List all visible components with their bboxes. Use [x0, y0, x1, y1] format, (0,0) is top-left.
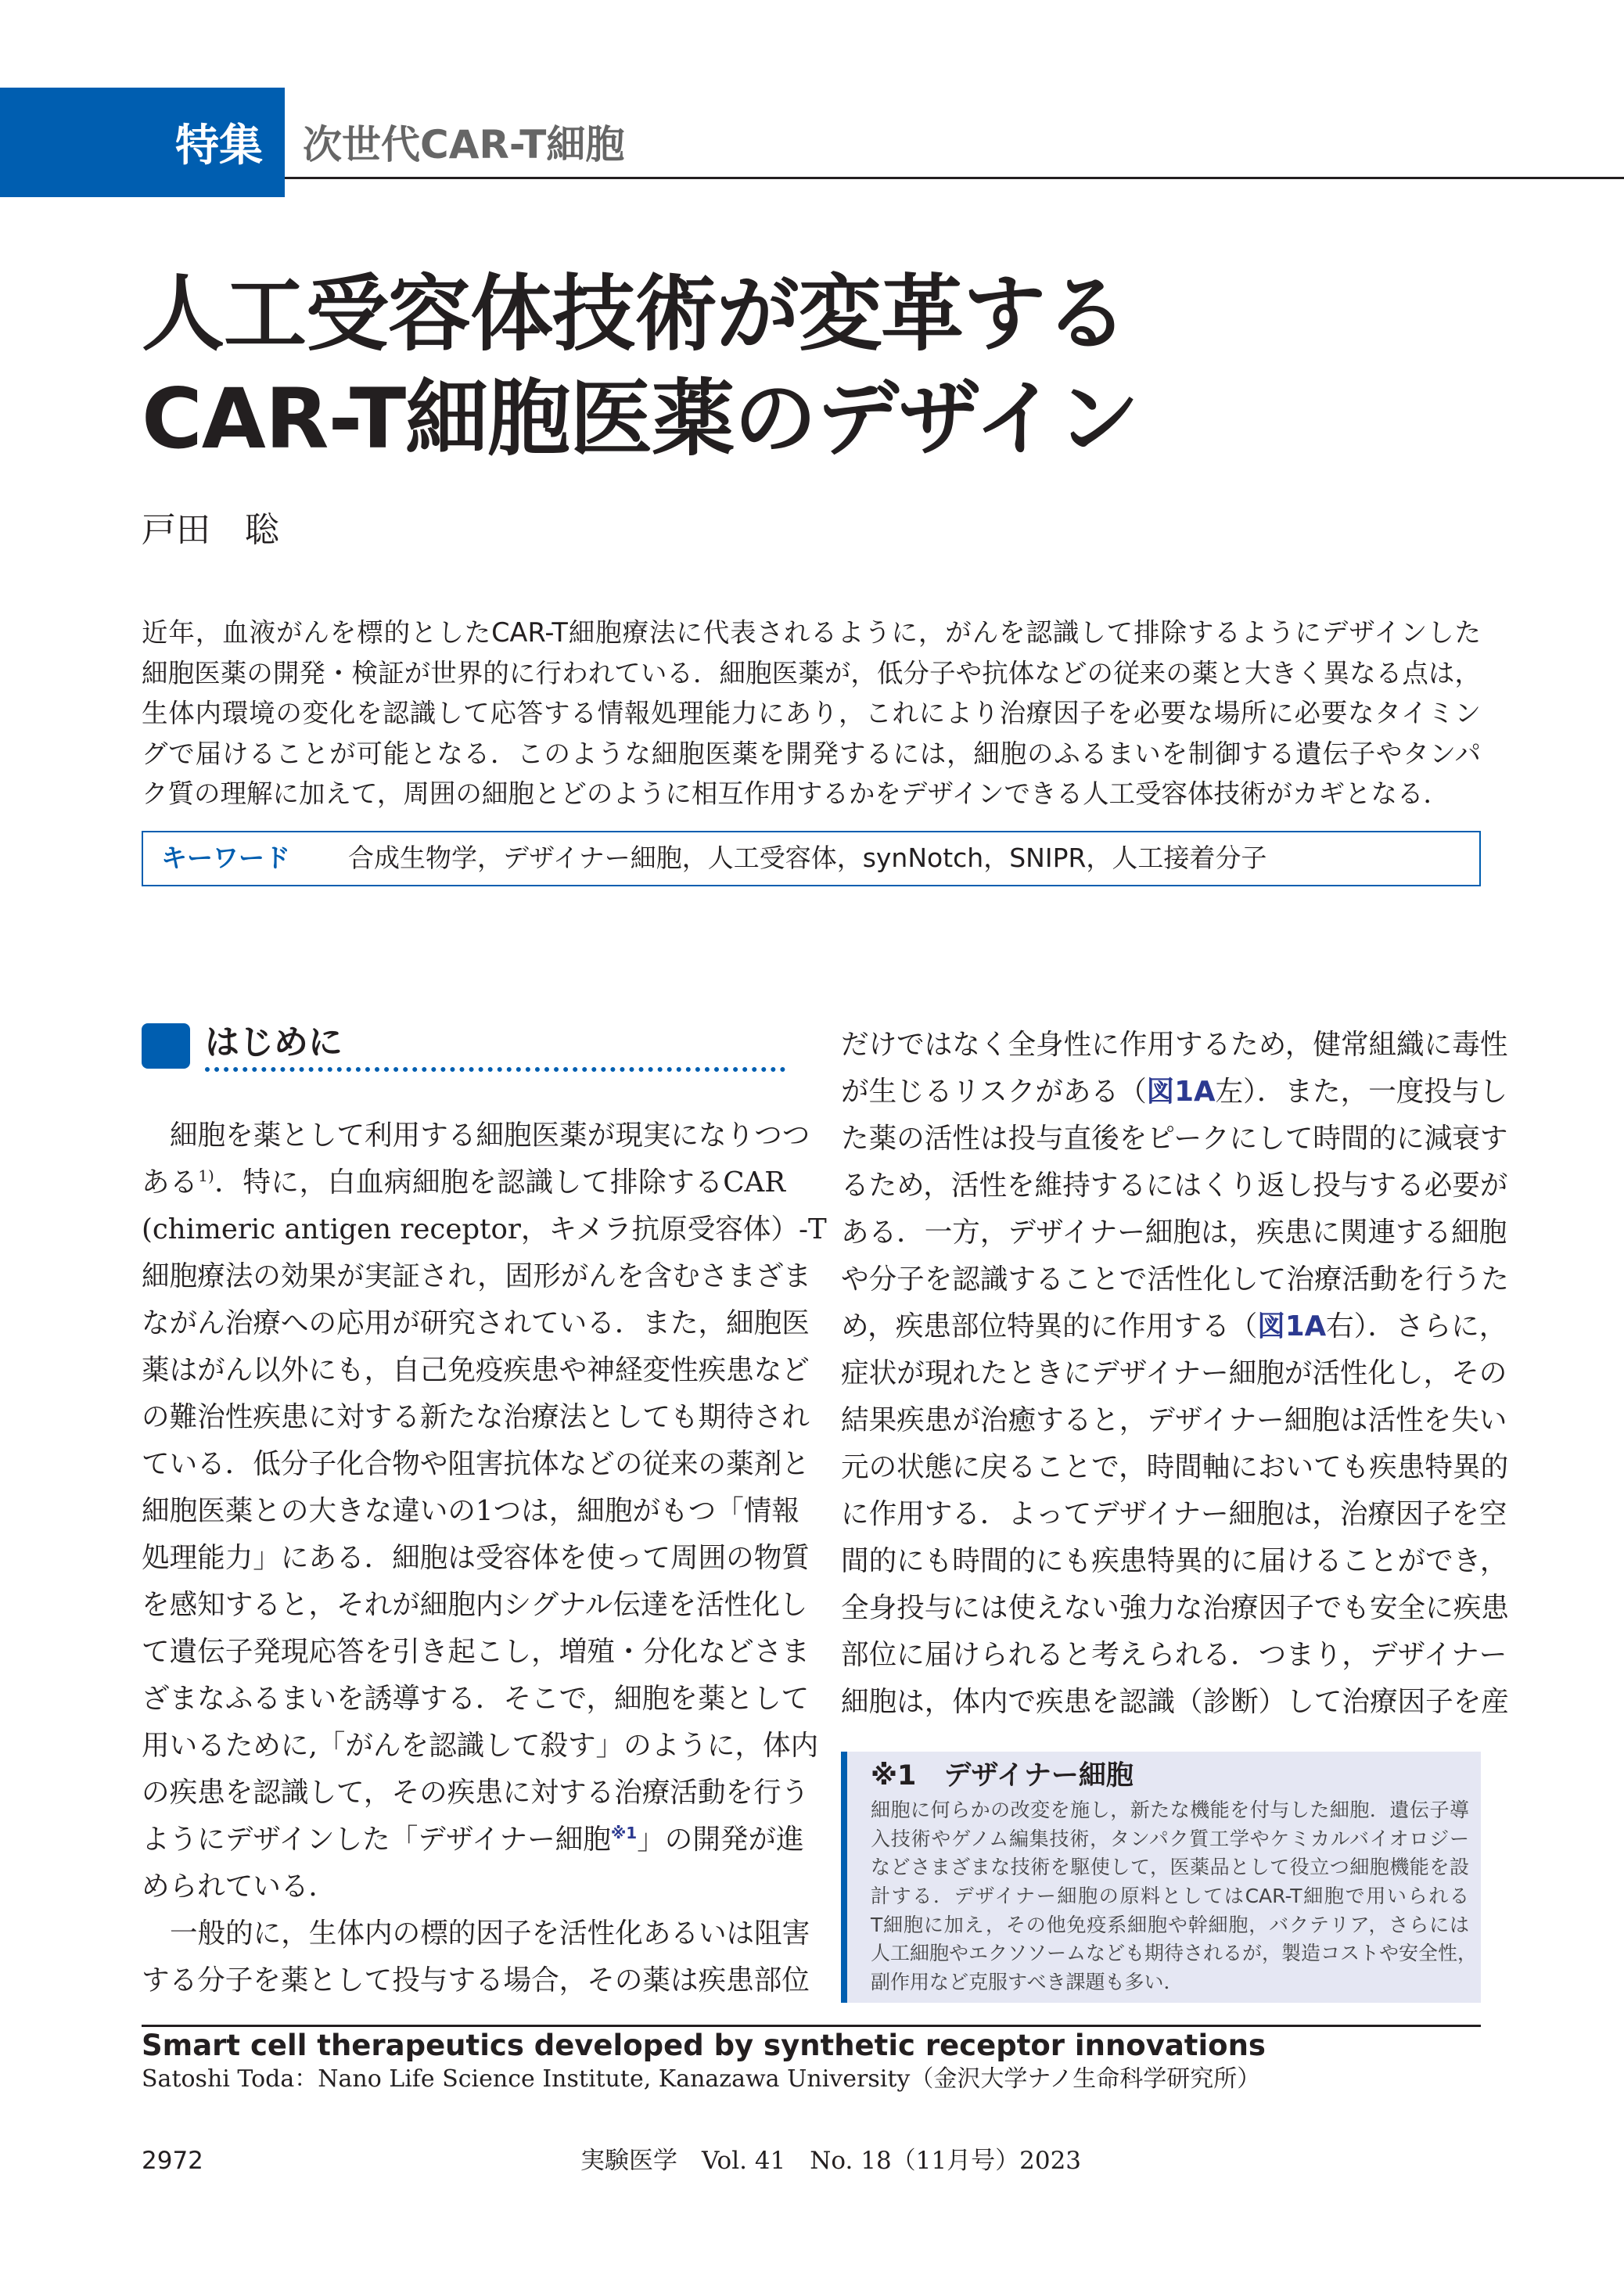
body-line — [841, 1679, 1509, 1726]
body-text: ようにデザインした「デザイナー細胞 — [142, 1824, 611, 1856]
body-line — [142, 1300, 810, 1347]
sidebar-note — [841, 1752, 1481, 2003]
body-line — [142, 1206, 827, 1253]
sidebar-title: ※1 デザイナー細胞 — [871, 1760, 1134, 1792]
feature-label-box — [0, 88, 285, 197]
header-rule — [285, 177, 1624, 179]
body-text: 元の状態に戻ることで，時間軸においても疾患特異的 — [841, 1451, 1509, 1483]
body-text: て遺伝子発現応答を引き起こし，増殖・分化などさま — [142, 1636, 810, 1668]
body-line — [142, 1864, 785, 1910]
body-line — [142, 1723, 819, 1770]
body-text: 部位に届けられると考えられる．つまり，デザイナー — [841, 1639, 1507, 1671]
section-dotted-rule — [205, 1067, 785, 1072]
feature-label: 特集 — [175, 120, 263, 171]
keywords-text: 合成生物学，デザイナー細胞，人工受容体，synNotch，SNIPR，人工接着分子 — [348, 843, 1267, 873]
sidebar-line: 入技術やゲノム編集技術，タンパク質工学やケミカルバイオロジー — [871, 1828, 1469, 1850]
article-title-line1: 人工受容体技術が変革する — [142, 266, 1127, 362]
body-text: 細胞療法の効果が実証され，固形がんを含むさまざま — [142, 1260, 812, 1292]
body-line — [841, 1350, 1507, 1397]
body-text: るため，活性を維持するにはくり返し投与する必要が — [841, 1170, 1508, 1202]
body-line — [841, 1303, 1507, 1350]
body-line — [841, 1632, 1507, 1679]
body-column-left — [142, 1112, 827, 2004]
body-text: 一般的に，生体内の標的因子を活性化あるいは阻害 — [170, 1917, 810, 1950]
keywords-box — [142, 831, 1481, 886]
body-line — [841, 1116, 1508, 1163]
body-text: の難治性疾患に対する新たな治療法としても期待され — [142, 1401, 810, 1433]
journal-citation: 実験医学 Vol. 41 No. 18（11月号）2023 — [580, 2147, 1082, 2175]
body-line — [142, 1441, 810, 1488]
english-title: Smart cell therapeutics developed by synthetic receptor innovations — [142, 2029, 1266, 2062]
body-column-right — [841, 1022, 1509, 1726]
body-line — [142, 1910, 810, 1957]
body-text: ．特に，白血病細胞を認識して排除するCAR — [214, 1166, 786, 1199]
body-text: 結果疾患が治癒すると，デザイナー細胞は活性を失い — [841, 1404, 1507, 1436]
body-text: 全身投与には使えない強力な治療因子でも安全に疾患 — [841, 1592, 1509, 1624]
body-line — [142, 1770, 810, 1817]
body-line — [142, 1535, 810, 1582]
figure-reference-link[interactable]: 図1A — [1146, 1076, 1216, 1108]
body-line — [142, 1582, 808, 1629]
body-text: や分子を認識することで活性化して治療活動を行うた — [841, 1263, 1509, 1296]
author-affiliation: Satoshi Toda：Nano Life Science Institute, Kanazawa University（金沢大学ナノ生命科学研究所） — [142, 2065, 1261, 2093]
body-line — [142, 1676, 810, 1723]
figure-reference-link[interactable]: 図1A — [1257, 1310, 1327, 1342]
section-marker-icon — [142, 1023, 190, 1069]
body-text: (chimeric antigen receptor，キメラ抗原受容体）-T — [142, 1213, 827, 1245]
body-text: 用いるために,「がんを認識して殺す」のように，体内 — [142, 1730, 819, 1762]
body-line — [841, 1209, 1507, 1256]
body-line — [142, 1394, 810, 1441]
sidebar-line: T細胞に加え，その他免疫系細胞や幹細胞，バクテリア，さらには — [871, 1914, 1469, 1936]
body-text: 細胞を薬として利用する細胞医薬が現実になりつつ — [170, 1120, 810, 1152]
body-text: 左）．また，一度投与し — [1215, 1076, 1508, 1108]
body-line — [142, 1817, 804, 1864]
body-text: 細胞医薬との大きな違いの1つは，細胞がもつ「情報 — [142, 1495, 799, 1527]
body-line — [841, 1444, 1509, 1491]
body-line — [142, 1957, 810, 2004]
body-text: 細胞は，体内で疾患を認識（診断）して治療因子を産 — [841, 1686, 1509, 1718]
page-number: 2972 — [142, 2147, 203, 2175]
abstract-line: 生体内環境の変化を認識して応答する情報処理能力にあり，これにより治療因子を必要な場所に必要なタイミン — [142, 698, 1481, 728]
abstract-line: 近年，血液がんを標的としたCAR-T細胞療法に代表されるように，がんを認識して排除するようにデザインした — [142, 617, 1481, 648]
body-text: ながん治療への応用が研究されている．また，細胞医 — [142, 1307, 810, 1339]
figure-reference-link[interactable]: ※1 — [610, 1824, 638, 1843]
abstract-line: グで届けることが可能となる．このような細胞医薬を開発するには，細胞のふるまいを制御する遺伝子やタンパ — [142, 739, 1481, 769]
body-line — [841, 1397, 1507, 1444]
body-line — [142, 1112, 810, 1159]
sidebar-line: 人工細胞やエクソソームなども期待されるが，製造コストや安全性， — [871, 1942, 1478, 1964]
body-line — [142, 1629, 810, 1676]
body-text: 間的にも時間的にも疾患特異的に届けることができ， — [841, 1545, 1508, 1577]
sidebar-line: 細胞に何らかの改変を施し，新たな機能を付与した細胞．遺伝子導 — [871, 1799, 1469, 1821]
body-text: 薬はがん以外にも，自己免疫疾患や神経変性疾患など — [142, 1354, 810, 1386]
body-text: の疾患を認識して，その疾患に対する治療活動を行う — [142, 1777, 810, 1809]
body-text: が生じるリスクがある（ — [841, 1076, 1147, 1108]
body-line — [841, 1163, 1508, 1209]
body-text: められている． — [142, 1871, 337, 1903]
body-line — [841, 1491, 1507, 1538]
abstract-line: 細胞医薬の開発・検証が世界的に行われている．細胞医薬が，低分子や抗体などの従来の薬と大きく異なる点は， — [142, 658, 1481, 688]
citation-superscript: 1) — [198, 1166, 214, 1186]
body-text: ざまなふるまいを誘導する．そこで，細胞を薬として — [142, 1683, 810, 1715]
body-text: に作用する．よってデザイナー細胞は，治療因子を空 — [841, 1498, 1507, 1530]
body-text: ある．一方，デザイナー細胞は，疾患に関連する細胞 — [841, 1217, 1507, 1249]
body-line — [841, 1538, 1508, 1585]
body-text: 症状が現れたときにデザイナー細胞が活性化し，その — [841, 1357, 1507, 1389]
body-line — [142, 1347, 810, 1394]
sidebar-line: などさまざまな技術を駆使して，医薬品として役立つ細胞機能を設 — [871, 1856, 1469, 1878]
body-text: だけではなく全身性に作用するため，健常組織に毒性 — [841, 1029, 1508, 1061]
keywords-label: キーワード — [161, 843, 290, 873]
body-line — [841, 1022, 1508, 1069]
section-heading: はじめに — [205, 1023, 343, 1062]
body-text: め，疾患部位特異的に作用する（ — [841, 1310, 1258, 1342]
sidebar-line: 副作用など克服すべき課題も多い． — [871, 1971, 1184, 1993]
body-text: する分子を薬として投与する場合，その薬は疾患部位 — [142, 1964, 810, 1996]
body-line — [841, 1585, 1509, 1632]
abstract-line: ク質の理解に加えて，周囲の細胞とどのように相互作用するかをデザインできる人工受容体技術がカギとなる． — [142, 778, 1450, 809]
body-line — [142, 1159, 785, 1206]
body-text: 右）．さらに， — [1326, 1310, 1507, 1342]
feature-title: 次世代CAR-T細胞 — [303, 122, 625, 167]
body-text: た薬の活性は投与直後をピークにして時間的に減衰す — [841, 1123, 1508, 1155]
body-text: を感知すると，それが細胞内シグナル伝達を活性化し — [142, 1589, 808, 1621]
body-line — [142, 1253, 812, 1300]
body-text: ある — [142, 1166, 199, 1199]
sidebar-line: 計する．デザイナー細胞の原料としてはCAR-T細胞で用いられる — [871, 1885, 1469, 1907]
body-line — [841, 1069, 1508, 1116]
body-text: 処理能力」にある．細胞は受容体を使って周囲の物質 — [142, 1542, 810, 1574]
body-line — [142, 1488, 799, 1535]
body-text: 」の開発が進 — [637, 1824, 804, 1856]
author-name: 戸田 聡 — [142, 510, 279, 550]
body-text: ている．低分子化合物や阻害抗体などの従来の薬剤と — [142, 1448, 810, 1480]
article-title-line2: CAR-T細胞医薬のデザイン — [142, 371, 1139, 467]
body-line — [841, 1256, 1509, 1303]
footer-rule — [142, 2025, 1481, 2027]
